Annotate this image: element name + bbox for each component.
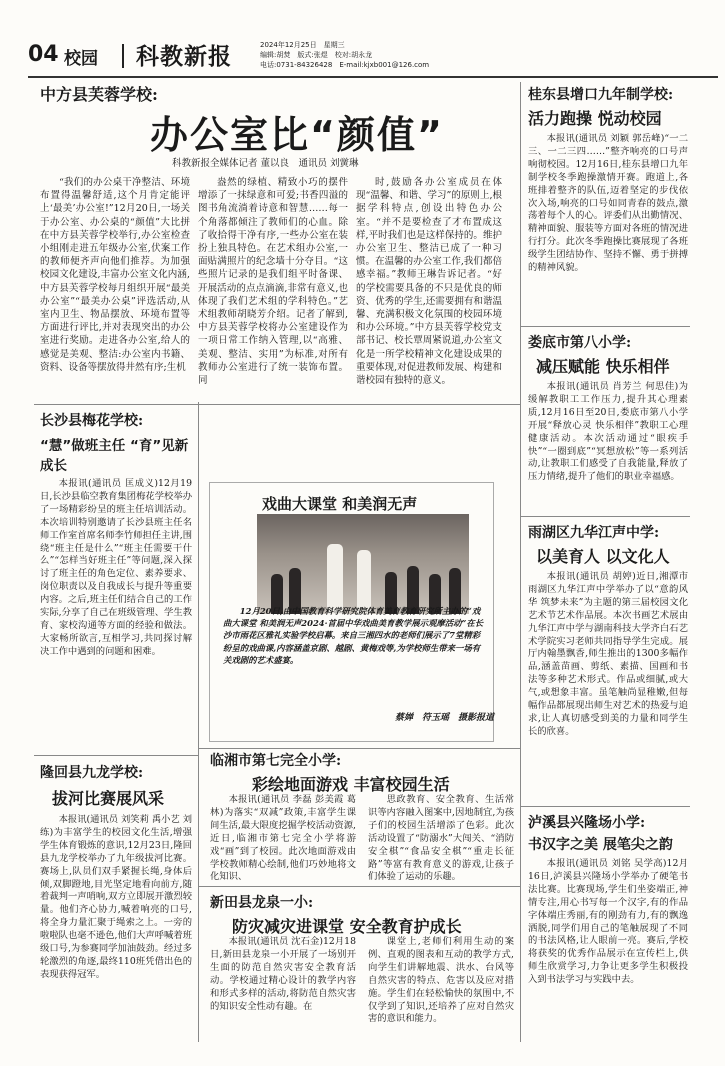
story-linxiang	[210, 742, 515, 892]
story-kicker: 桂东县增口九年制学校:	[528, 87, 674, 103]
main-column-1: “我们的办公桌干净整洁、环境布置得温馨舒适,这个月肯定能评上‘最美’办公室!”12月20日,一场关于办公室、办公桌的“颜值”大比拼在中方县芙蓉学校举行,办公室检查小组刚走进五年级办公室,伏案工作的教师便齐声向他们推荐。为加强校园文化建设,丰富办公室文化内涵,中方县芙蓉学校每月组织开展“最美办公室”“最美办公桌”评选活动,从室内卫生、物品摆放、环境布置等方面进行评比,并对表现突出的办公室进行奖励。走进各办公室,给人的感觉是美观、整洁:办公室内书籍、资料、设备等摆放得井然有序;生机	[40, 177, 190, 373]
contact-info: 电话:0731-84326428 E-mail:kjxb001@126.com	[260, 61, 430, 69]
story-headline: 拔河比赛展风采	[52, 789, 165, 808]
right-column-divider	[520, 82, 521, 1042]
story-kicker: 长沙县梅花学校:	[40, 413, 144, 429]
editor-credits: 编辑:胡焚 版式:张煜 校对:胡永龙	[260, 51, 373, 59]
story-jiuhua	[528, 522, 688, 804]
story-longquan	[210, 888, 515, 1048]
story-headline: 防灾减灾进课堂 安全教育护成长	[232, 917, 462, 936]
photo-caption: 12月20日,由中国教育科学研究院体育美育教育研究所主办的“戏曲大课堂 和美润无声2024·首届中华戏曲美育教学展示观摩活动”在长沙市雨花区雅礼实验学校启幕。来自三湘四水的老师们展示了7堂精彩纷呈的戏曲课,内容涵盖京剧、越剧、黄梅戏等,为学校师生带来一场有关戏剧的艺术盛宴。	[223, 606, 484, 665]
masthead	[28, 38, 718, 78]
story-body-right: 课堂上,老师们利用生动的案例、直观的图表和互动的教学方式,向学生们讲解地震、洪水、台风等自然灾害的特点、危害以及应对措施。学生们在轻松愉快的氛围中,不仅学到了知识,还培养了应对自然灾害的意识和能力。	[368, 936, 514, 1025]
story-headline: 活力跑操 悦动校园	[528, 109, 662, 128]
story-body-right: 思政教育、安全教育、生活常识等内容融入图案中,因地制宜,为孩子们的校园生活增添了色彩。此次活动设置了“防溺水”大闯关、“消防安全棋”“食品安全棋”“重走长征路”等富有教育意义的游戏,让孩子们体验了运动的乐趣。	[368, 794, 514, 883]
main-byline: 科教新报全媒体记者 董以良 通讯员 刘黉琳	[172, 158, 359, 169]
photo-credit: 蔡婵 符玉瑶 摄影报道	[395, 713, 495, 723]
story-kicker: 娄底市第八小学:	[528, 335, 632, 351]
main-column-2: 盎然的绿植、精致小巧的摆件增添了一抹绿意和可爱;书香四溢的图书角流淌着诗意和智慧……每一个角落都倾注了教师们的心血。除了收拾得干净有序,一些办公室在装扮上独具特色。在艺术组办公室,一面贴满照片的纪念墙十分夺目。“这些照片记录的是我们组平时备课、开展活动的点点滴滴,非常有意义,也体现了我们艺术组的学科特色。”艺术组教师胡晓芳介绍。记者了解到,中方县芙蓉学校将办公室建设作为一项日常工作纳入管理,以“高雅、美观、整洁、实用”为标准,对所有教师办公室进行了统一装饰布置。同	[198, 177, 348, 387]
photo-title: 戏曲大课堂 和美润无声	[262, 495, 418, 513]
story-guidong	[528, 84, 688, 324]
left-column-divider	[198, 402, 199, 1042]
story-kicker: 临湘市第七完全小学:	[210, 753, 342, 769]
story-headline: 减压赋能 快乐相伴	[536, 357, 670, 376]
photo-opera-class	[257, 514, 469, 614]
masthead-divider	[122, 44, 132, 68]
right-divider-2	[520, 516, 690, 517]
story-headline: 彩绘地面游戏 丰富校园生活	[252, 775, 450, 794]
story-kicker: 新田县龙泉一小:	[210, 895, 314, 911]
story-body: 本报讯(通讯员 胡婷)近日,湘潭市雨湖区九华江声中学举办了以“意韵风华 筑梦未来”为主题的第三届校园文化艺术节艺术作品展。本次书画艺术展由九华江声中学与湖南科技大学齐白石艺术学院实习老师共同指导学生完成。展厅内翰墨飘香,师生推出的1300多幅作品,涵盖苗画、剪纸、素描、国画和书法等多种艺术形式。作品或细腻,或大气,或想象丰富。虽笔触尚显稚嫩,但每幅作品都展现出师生对艺术的热爱与追求,让人真切感受到美的力量和同学生长的欣喜。	[528, 571, 688, 737]
story-body: 本报讯(通讯员 刘铭 吴学高)12月16日,泸溪县兴隆场小学举办了硬笔书法比赛。比赛现场,学生们坐姿端正,神情专注,用心书写每一个汉字,有的作品字体端庄秀丽,有的刚劲有力,有的飘逸洒脱,同学们用自己的笔触展现了不同的书法风格,让人眼前一亮。赛后,学校将获奖的优秀作品展示在宣传栏上,供师生欣赏学习,力争让更多学生积极投入到书法学习与实践中去。	[528, 858, 688, 986]
story-xinglongchang	[528, 812, 688, 1048]
column-name: 科教新报	[136, 43, 232, 70]
story-headline: 书汉字之美 展笔尖之韵	[528, 837, 673, 853]
main-column-3: 时,鼓励各办公室成员在体现“温馨、和谐、学习”的原则上,根据学科特点,创设出特色办公室。“并不是要检查了才布置成这样,平时我们也是这样保持的。维护办公室卫生、整洁已成了一种习惯。在温馨的办公室工作,我们都倍感幸福。”教师王琳告诉记者。“好的学校需要具备的不只是优良的师资、优秀的学生,还需要拥有和谐温馨、充满积极文化氛围的校园环境和办公环境。”中方县芙蓉学校党支部书记、校长覃周紧说道,办公室文化是一所学校精神文化建设成果的重要体现,对促进教师发展、构建和谐校园有独特的意义。	[356, 177, 502, 387]
left-story-divider	[34, 755, 198, 756]
story-kicker: 雨湖区九华江声中学:	[528, 525, 660, 541]
center-divider-2	[198, 886, 520, 887]
story-body-left: 本报讯(通讯员 李磊 彭美霞 葛林)为落实“双减”政策,丰富学生课间生活,最大限度挖掘学校活动资源,近日,临湘市第七完全小学将游戏“画”到了校园。此次地面游戏由学校教师精心绘制,他们巧妙地将文化知识、	[210, 794, 356, 883]
main-kicker: 中方县芙蓉学校:	[40, 85, 158, 104]
right-divider-1	[520, 326, 690, 327]
story-kicker: 隆回县九龙学校:	[40, 765, 144, 781]
story-jiulong	[40, 762, 192, 1052]
section-name: 校园	[64, 49, 98, 69]
story-body: 本报讯(通讯员 刘笑莉 禹小艺 刘练)为丰富学生的校园文化生活,增强学生体育锻炼的意识,12月23日,隆回县九龙学校举办了九年级拔河比赛。赛场上,队员们双手紧握长绳,身体后倾,双脚蹬地,目光坚定地看向前方,随着裁判一声哨响,双方立即展开激烈较量。他们齐心协力,喊着响亮的口号,将全身力量汇聚于绳索之上。一旁的啦啦队也毫不逊色,他们大声呼喊着班级口号,为参赛同学加油鼓劲。经过多轮激烈的角逐,最终110班凭借出色的表现获得冠军。	[40, 814, 192, 980]
story-body-left: 本报讯(通讯员 沈石金)12月18日,新田县龙泉一小开展了一场别开生面的防范自然灾害安全教育活动。学校通过精心设计的教学内容和形式多样的活动,将防范自然灾害的知识安全性动有趣。在	[210, 936, 356, 1012]
story-body: 本报讯(通讯员 匡成义)12月19日,长沙县临空教育集团梅花学校举办了一场精彩纷呈的班主任培训活动。本次培训特别邀请了长沙县班主任名师工作室首席名师李竹师担任主讲,围绕“班主任是什么”“班主任需要干什么”“怎样当好班主任”等问题,深入探讨了班主任的角色定位、素养要求、岗位职责以及自我成长与提升等重要内容。之后,班主任们结合自己的工作实际,分享了自己在班级管理、学生教育、家校沟通等方面的经验和做法。大家畅所欲言,互相学习,共同探讨解决工作中遇到的问题和困难。	[40, 478, 192, 657]
story-meihua	[40, 410, 192, 750]
story-headline: 以美育人 以文化人	[536, 547, 670, 566]
story-headline: “慧”做班主任 “育”见新成长	[40, 438, 189, 474]
story-body: 本报讯(通讯员 肖芳兰 何思佳)为缓解教职工工作压力,提升其心理素质,12月16日至20日,娄底市第八小学开展“释放心灵 快乐相伴”教职工心理健康活动。本次活动通过“眼疾手快”“一圈到底”“冥想放松”等一系列活动,让教职工们感受了自我能量,释放了压力情绪,提升了他们的职业幸福感。	[528, 381, 688, 483]
story-kicker: 泸溪县兴隆场小学:	[528, 815, 646, 831]
issue-date: 2024年12月25日 星期三	[260, 41, 345, 49]
page-number: 04	[28, 42, 59, 67]
story-body: 本报讯(通讯员 刘颖 郭岳峰)“一二三、一二三四……”整齐响亮的口号声响彻校园。12月16日,桂东县增口九年制学校冬季跑操激情开赛。跑道上,各班排着整齐的队伍,迈着坚定的步伐依次入场,响亮的口号如同青春的鼓点,激荡着每个人的心。评委们从出勤情况、精神面貌、服装等方面对各班的情况进行打分。此次冬季跑操比赛展现了各班级学生团结协作、坚持不懈、勇于拼搏的精神风貌。	[528, 133, 688, 274]
masthead-info	[260, 40, 520, 70]
story-loudi	[528, 332, 688, 514]
right-divider-3	[520, 806, 690, 807]
main-story-divider	[34, 404, 520, 405]
masthead-rule	[28, 76, 718, 78]
main-headline: 办公室比“颜值”	[150, 113, 444, 157]
